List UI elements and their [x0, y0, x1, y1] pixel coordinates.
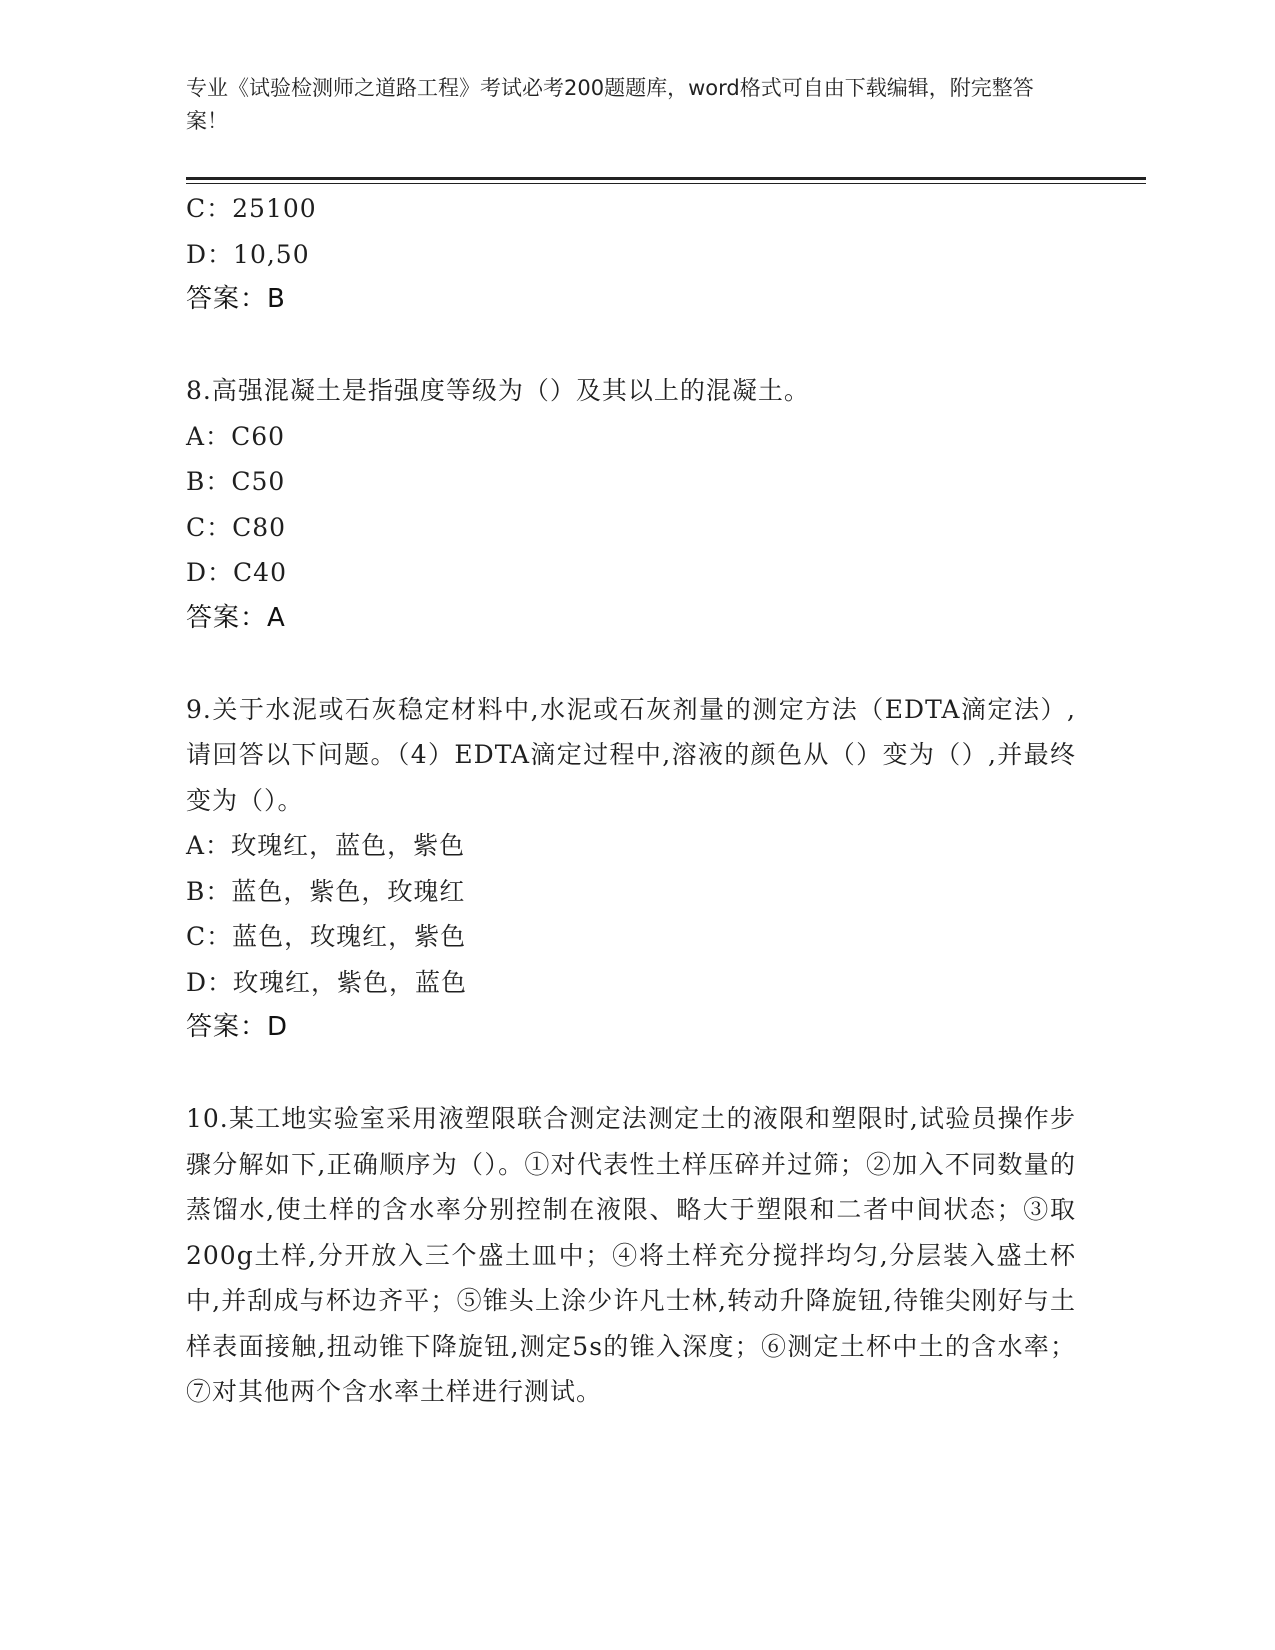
question-stem: 9.关于水泥或石灰稳定材料中,水泥或石灰剂量的测定方法（EDTA滴定法）,请回答以下问题。（4）EDTA滴定过程中,溶液的颜色从（）变为（）,并最终变为（）。: [186, 694, 1076, 815]
spacer: [186, 641, 1076, 687]
option-d: D：C40: [186, 558, 287, 587]
spacer: [186, 323, 1076, 369]
question-stem: 8.高强混凝土是指强度等级为（）及其以上的混凝土。: [186, 376, 810, 405]
question-stem: 10.某工地实验室采用液塑限联合测定法测定土的液限和塑限时,试验员操作步骤分解如下,正确顺序为（）。①对代表性土样压碎并过筛；②加入不同数量的蒸馏水,使土样的含水率分别控制在液限、略大于塑限和二者中间状态；③取200g土样,分开放入三个盛土皿中；④将土样充分搅拌均匀,分层装入盛土杯中,并刮成与杯边齐平；⑤锥头上涂少许凡士林,转动升降旋钮,待锥尖刚好与土样表面接触,扭动锥下降旋钮,测定5s的锥入深度；⑥测定土杯中土的含水率；⑦对其他两个含水率土样进行测试。: [186, 1104, 1076, 1406]
option-c: C：25100: [186, 194, 317, 223]
question-8: [186, 368, 1076, 641]
prev-question: [186, 186, 1076, 323]
option-d: D：玫瑰红，紫色，蓝色: [186, 967, 468, 997]
option-b: B：C50: [186, 467, 286, 496]
option-c: C：C80: [186, 512, 287, 542]
page-header: 专业《试验检测师之道路工程》考试必考200题题库，word格式可自由下载编辑，附完整答案！: [186, 76, 1034, 133]
answer-line: 答案：B: [186, 284, 286, 314]
spacer: [186, 1051, 1076, 1097]
question-10: [186, 1096, 1076, 1415]
option-c: C：蓝色，玫瑰红，紫色: [186, 922, 467, 951]
header-rule-thick: [186, 177, 1146, 180]
answer-line: 答案：D: [186, 1012, 289, 1042]
option-d: D：10,50: [186, 239, 310, 269]
option-b: B：蓝色，紫色，玫瑰红: [186, 876, 466, 906]
question-content: [186, 186, 1076, 1415]
option-a: A：玫瑰红，蓝色，紫色: [186, 831, 466, 860]
option-a: A：C60: [186, 421, 286, 451]
header-rule-thin: [186, 183, 1146, 184]
question-9: [186, 687, 1076, 1051]
answer-line: 答案：A: [186, 602, 286, 633]
